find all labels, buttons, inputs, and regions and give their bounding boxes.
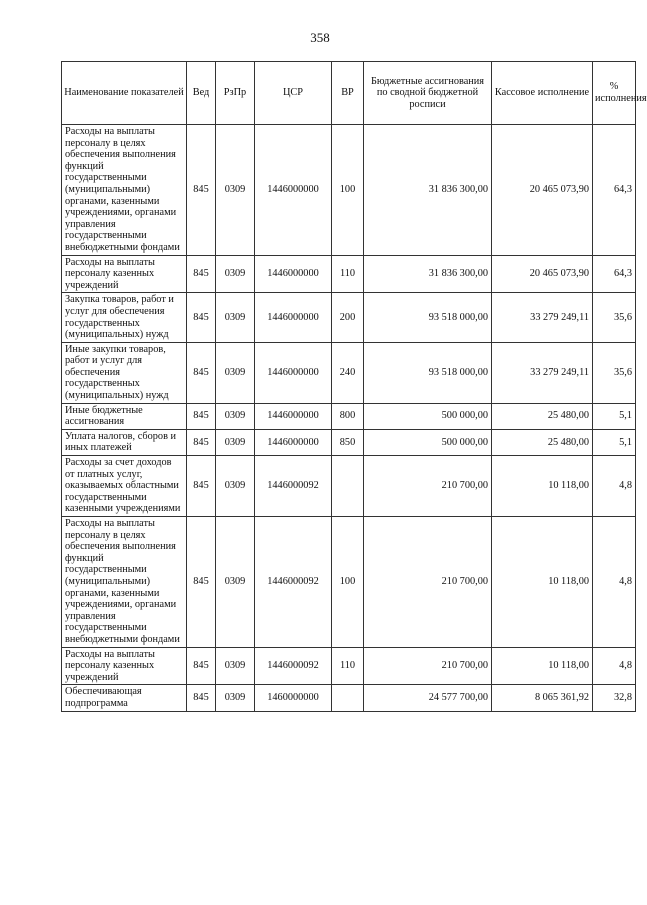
row-ved: 845 xyxy=(187,403,216,429)
row-cash: 33 279 249,11 xyxy=(492,342,593,403)
page-number: 358 xyxy=(310,30,330,45)
row-rzpr: 0309 xyxy=(216,429,255,455)
row-rzpr: 0309 xyxy=(216,456,255,517)
row-cash: 33 279 249,11 xyxy=(492,293,593,342)
row-rzpr: 0309 xyxy=(216,403,255,429)
row-csr: 1446000000 xyxy=(255,255,332,293)
row-percent: 35,6 xyxy=(593,342,636,403)
table-row xyxy=(62,429,636,455)
row-rzpr: 0309 xyxy=(216,293,255,342)
table-row xyxy=(62,403,636,429)
row-cash: 20 465 073,90 xyxy=(492,125,593,256)
table-row xyxy=(62,255,636,293)
row-budget: 93 518 000,00 xyxy=(364,293,492,342)
header-budget: Бюджетные ассигнования по сводной бюджетной росписи xyxy=(364,62,492,125)
row-csr: 1446000092 xyxy=(255,517,332,648)
row-csr: 1446000000 xyxy=(255,342,332,403)
row-cash: 20 465 073,90 xyxy=(492,255,593,293)
row-cash: 25 480,00 xyxy=(492,403,593,429)
row-budget: 500 000,00 xyxy=(364,403,492,429)
row-percent: 32,8 xyxy=(593,685,636,711)
row-name: Закупка товаров, работ и услуг для обеспечения государственных (муниципальных) нужд xyxy=(62,293,187,342)
row-cash: 10 118,00 xyxy=(492,647,593,685)
row-csr: 1446000000 xyxy=(255,429,332,455)
row-ved: 845 xyxy=(187,517,216,648)
table-header-row xyxy=(62,62,636,125)
row-name: Расходы на выплаты персоналу в целях обеспечения выполнения функций государственными (муниципальными) органами, казенными учреждениями, органами управления государственными внебюджетными фондами xyxy=(62,517,187,648)
row-name: Расходы на выплаты персоналу в целях обеспечения выполнения функций государственными (муниципальными) органами, казенными учреждениями, органами управления государственными внебюджетными фондами xyxy=(62,125,187,256)
row-percent: 5,1 xyxy=(593,403,636,429)
row-rzpr: 0309 xyxy=(216,685,255,711)
row-name: Уплата налогов, сборов и иных платежей xyxy=(62,429,187,455)
table-row xyxy=(62,125,636,256)
header-ved: Вед xyxy=(187,62,216,125)
row-csr: 1446000000 xyxy=(255,125,332,256)
row-vr xyxy=(332,685,364,711)
row-cash: 10 118,00 xyxy=(492,456,593,517)
row-csr: 1446000092 xyxy=(255,647,332,685)
row-percent: 64,3 xyxy=(593,255,636,293)
row-percent: 4,8 xyxy=(593,456,636,517)
row-budget: 31 836 300,00 xyxy=(364,125,492,256)
header-rzpr: РзПр xyxy=(216,62,255,125)
table-row xyxy=(62,293,636,342)
row-ved: 845 xyxy=(187,429,216,455)
row-budget: 210 700,00 xyxy=(364,456,492,517)
row-csr: 1460000000 xyxy=(255,685,332,711)
row-vr: 100 xyxy=(332,517,364,648)
header-percent: % исполнения xyxy=(593,62,636,125)
row-name: Расходы за счет доходов от платных услуг, оказываемых областными государственными казенными учреждениями xyxy=(62,456,187,517)
row-ved: 845 xyxy=(187,647,216,685)
row-percent: 4,8 xyxy=(593,517,636,648)
header-cash: Кассовое исполнение xyxy=(492,62,593,125)
row-name: Расходы на выплаты персоналу казенных учреждений xyxy=(62,255,187,293)
row-name: Расходы на выплаты персоналу казенных учреждений xyxy=(62,647,187,685)
row-rzpr: 0309 xyxy=(216,255,255,293)
row-rzpr: 0309 xyxy=(216,125,255,256)
row-name: Иные бюджетные ассигнования xyxy=(62,403,187,429)
table-row xyxy=(62,685,636,711)
budget-table xyxy=(61,61,647,712)
row-budget: 24 577 700,00 xyxy=(364,685,492,711)
row-csr: 1446000092 xyxy=(255,456,332,517)
row-percent: 5,1 xyxy=(593,429,636,455)
header-vr: ВР xyxy=(332,62,364,125)
row-ved: 845 xyxy=(187,342,216,403)
row-cash: 8 065 361,92 xyxy=(492,685,593,711)
table-body xyxy=(62,125,636,712)
row-ved: 845 xyxy=(187,456,216,517)
row-vr xyxy=(332,456,364,517)
row-name: Обеспечивающая подпрограмма xyxy=(62,685,187,711)
row-budget: 210 700,00 xyxy=(364,647,492,685)
row-ved: 845 xyxy=(187,685,216,711)
row-name: Иные закупки товаров, работ и услуг для обеспечения государственных (муниципальных) нужд xyxy=(62,342,187,403)
row-ved: 845 xyxy=(187,125,216,256)
row-percent: 64,3 xyxy=(593,125,636,256)
row-csr: 1446000000 xyxy=(255,293,332,342)
table-row xyxy=(62,647,636,685)
row-vr: 110 xyxy=(332,647,364,685)
row-vr: 850 xyxy=(332,429,364,455)
row-percent: 35,6 xyxy=(593,293,636,342)
row-csr: 1446000000 xyxy=(255,403,332,429)
row-rzpr: 0309 xyxy=(216,647,255,685)
row-budget: 93 518 000,00 xyxy=(364,342,492,403)
row-vr: 800 xyxy=(332,403,364,429)
row-ved: 845 xyxy=(187,255,216,293)
row-rzpr: 0309 xyxy=(216,517,255,648)
table-row xyxy=(62,342,636,403)
row-rzpr: 0309 xyxy=(216,342,255,403)
header-name: Наименование показателей xyxy=(62,62,187,125)
header-csr: ЦСР xyxy=(255,62,332,125)
row-cash: 10 118,00 xyxy=(492,517,593,648)
row-ved: 845 xyxy=(187,293,216,342)
row-vr: 200 xyxy=(332,293,364,342)
row-percent: 4,8 xyxy=(593,647,636,685)
row-cash: 25 480,00 xyxy=(492,429,593,455)
row-budget: 210 700,00 xyxy=(364,517,492,648)
row-budget: 31 836 300,00 xyxy=(364,255,492,293)
row-vr: 100 xyxy=(332,125,364,256)
table-row xyxy=(62,517,636,648)
table-row xyxy=(62,456,636,517)
row-vr: 110 xyxy=(332,255,364,293)
row-budget: 500 000,00 xyxy=(364,429,492,455)
row-vr: 240 xyxy=(332,342,364,403)
